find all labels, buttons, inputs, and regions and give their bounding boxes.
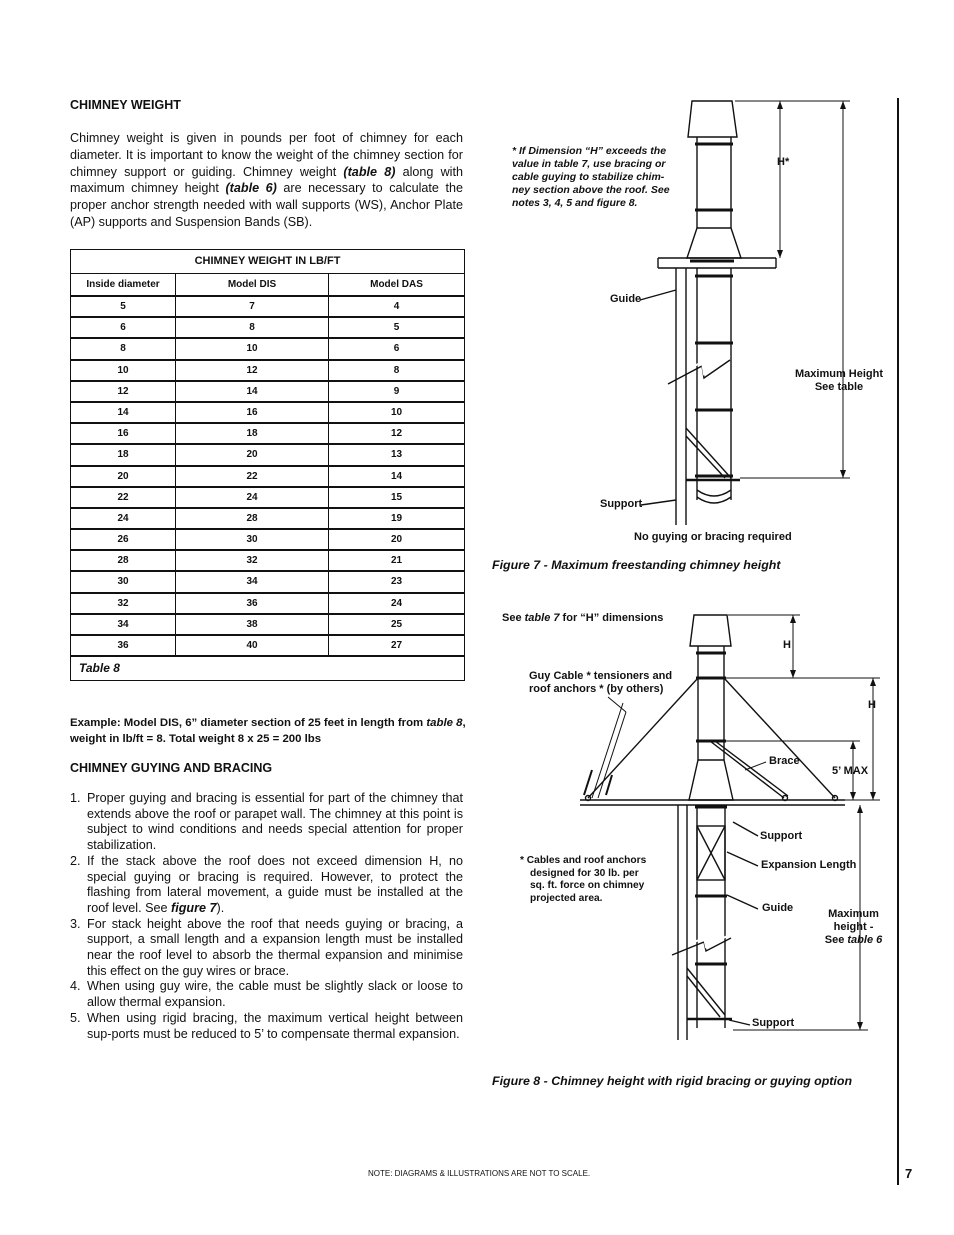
fig8-label-support-top: Support xyxy=(760,830,803,842)
cell-inside-diameter: 20 xyxy=(71,467,176,486)
cable-note-line: sq. ft. force on chimney xyxy=(530,880,645,891)
step-text: Proper guying and bracing is essential for part of the chimney that extends above the roof or parapet wall. The chimney at this point is subject to wind conditions and needs special attention for proper stabilization. xyxy=(87,791,463,853)
cell-model-das: 14 xyxy=(390,470,403,482)
footer-note: NOTE: DIAGRAMS & ILLUSTRATIONS ARE NOT TO SCALE. xyxy=(368,1169,591,1178)
guy-cable-line: Guy Cable * tensioners and xyxy=(529,670,673,682)
cell-model-das: 21 xyxy=(390,555,403,567)
intro-text-a: Chimney weight is given in pounds per foot of chimney for each diameter. It is important to know the weight of the chimney section for chimney support or guiding. Chimney weight xyxy=(70,131,463,179)
fig8-label-h-right: H xyxy=(868,699,876,711)
cell-model-das: 15 xyxy=(390,491,403,503)
see-text: See xyxy=(824,934,848,946)
cell-inside-diameter: 36 xyxy=(71,636,176,655)
figure-8-caption: Figure 8 - Chimney height with rigid bracing or guying option xyxy=(492,1074,853,1088)
cell-model-das: 27 xyxy=(390,640,403,651)
chimney-weight-heading: CHIMNEY WEIGHT xyxy=(70,98,181,112)
fig7-label-no-guying: No guying or bracing required xyxy=(634,531,792,543)
cell-model-dis: 28 xyxy=(176,509,329,528)
guying-heading: CHIMNEY GUYING AND BRACING xyxy=(70,761,273,775)
figure-8-arrowheads xyxy=(790,615,876,1030)
cell-inside-diameter: 30 xyxy=(71,572,176,591)
cell-model-dis: 16 xyxy=(176,403,329,422)
cable-note-line: * Cables and roof anchors xyxy=(520,855,647,866)
fig7-label-max-height xyxy=(795,368,883,394)
cell-inside-diameter: 8 xyxy=(71,339,176,358)
cell-model-dis: 12 xyxy=(176,361,329,380)
cell-model-das: 25 xyxy=(390,618,403,630)
fig8-see-table-7 xyxy=(502,612,663,624)
cell-model-das: 12 xyxy=(390,428,403,440)
cell-inside-diameter: 34 xyxy=(71,615,176,634)
cell-inside-diameter: 14 xyxy=(71,403,176,422)
step-text-tail: ). xyxy=(216,900,225,915)
fig8-label-guide: Guide xyxy=(762,902,794,914)
step-number: 5. xyxy=(70,1010,81,1025)
note-line: value in table 7, use bracing or xyxy=(512,158,666,170)
cell-model-dis: 32 xyxy=(176,551,329,570)
cell-model-dis: 8 xyxy=(176,318,329,337)
fig8-label-brace: Brace xyxy=(769,755,800,767)
fig8-label-5-max: 5’ MAX xyxy=(832,765,869,777)
cell-model-dis: 34 xyxy=(176,572,329,591)
step-text: When using guy wire, the cable must be slightly slack or loose to allow thermal expansion. xyxy=(87,979,463,1010)
intro-text-b: along with maximum chimney height xyxy=(70,164,463,196)
cell-inside-diameter: 10 xyxy=(71,361,176,380)
figure-7-reference: figure 7 xyxy=(171,900,217,915)
table-caption: CHIMNEY WEIGHT IN LB/FT xyxy=(71,250,464,274)
cell-model-dis: 14 xyxy=(176,382,329,401)
cell-inside-diameter: 5 xyxy=(71,297,176,316)
example-line-2: weight in lb/ft = 8. Total weight 8 x 25 = 200 lbs xyxy=(70,733,322,745)
cell-model-dis: 7 xyxy=(176,297,329,316)
cell-model-das: 13 xyxy=(390,449,403,461)
step-number: 2. xyxy=(70,853,81,868)
fig7-label-support: Support xyxy=(600,498,643,510)
step-text: If the stack above the roof does not exceed dimension H, no special guying or bracing is required. However, to protect the flashing from lateral movement, a guide must be installed at the roof level. See xyxy=(87,853,463,915)
cell-inside-diameter: 28 xyxy=(71,551,176,570)
cell-model-das: 8 xyxy=(393,364,400,376)
cell-inside-diameter: 18 xyxy=(71,445,176,464)
guy-cable-line: roof anchors * (by others) xyxy=(529,683,664,695)
max-height-line: Maximum Height xyxy=(795,368,884,380)
cell-model-dis: 40 xyxy=(176,636,329,655)
step-number: 3. xyxy=(70,916,81,931)
cell-model-dis: 38 xyxy=(176,615,329,634)
fig8-label-support-bottom: Support xyxy=(752,1017,795,1029)
cell-model-dis: 18 xyxy=(176,424,329,443)
see-text: See xyxy=(502,612,525,624)
cell-model-das: 4 xyxy=(393,301,400,312)
step-text: When using rigid bracing, the maximum vertical height between sup-ports must be reduced to 5’ to compensate thermal expansion. xyxy=(87,1010,463,1041)
header-inside-diameter: Inside diameter xyxy=(71,274,176,295)
note-line: ney section above the roof. See xyxy=(512,184,670,196)
cable-note-line: projected area. xyxy=(530,892,603,904)
note-line: cable guying to stabilize chim- xyxy=(512,171,665,183)
example-line-1b: , xyxy=(462,717,466,729)
figure-7-caption: Figure 7 - Maximum freestanding chimney height xyxy=(492,558,781,572)
cell-model-dis: 36 xyxy=(176,594,329,613)
table-8-reference: (table 8) xyxy=(343,164,396,179)
table-label: Table 8 xyxy=(79,661,120,676)
cell-model-das: 23 xyxy=(390,576,403,588)
fig8-label-h-top: H xyxy=(783,639,791,651)
intro-text-c: are necessary to calculate the proper anchor strength needed with wall supports (WS), Anchor Plate (AP) supports and Suspension Bands (SB). xyxy=(70,181,463,229)
step-number: 1. xyxy=(70,791,81,805)
table-6-reference: table 6 xyxy=(847,934,883,946)
header-model-das: Model DAS xyxy=(370,279,423,290)
table-7-reference: table 7 xyxy=(524,612,560,624)
header-model-dis: Model DIS xyxy=(176,274,329,295)
fig8-label-max-height xyxy=(820,908,887,947)
cell-model-das: 5 xyxy=(393,322,400,334)
fig7-label-h: H* xyxy=(777,156,790,168)
cell-model-das: 9 xyxy=(393,385,400,397)
step-number: 4. xyxy=(70,979,81,994)
fig8-cable-note xyxy=(520,855,646,905)
fig7-label-guide: Guide xyxy=(610,293,642,305)
cell-model-das: 19 xyxy=(390,512,403,524)
table-6-reference: (table 6) xyxy=(225,181,277,196)
cell-model-dis: 24 xyxy=(176,488,329,507)
cell-model-dis: 10 xyxy=(176,339,329,358)
cell-model-das: 24 xyxy=(390,597,403,609)
cell-inside-diameter: 16 xyxy=(71,424,176,443)
right-margin-rule xyxy=(897,98,899,1185)
max-height-line xyxy=(820,934,887,947)
cable-note-line: designed for 30 lb. per xyxy=(530,867,639,879)
example-line-1a: Example: Model DIS, 6” diameter section of 25 feet in length from xyxy=(70,717,427,729)
max-height-line: Maximum xyxy=(828,908,879,920)
page-number: 7 xyxy=(905,1166,913,1181)
cell-model-dis: 22 xyxy=(176,467,329,486)
example-table-reference: table 8 xyxy=(426,717,463,729)
cell-inside-diameter: 32 xyxy=(71,594,176,613)
figure-7-chimney xyxy=(640,101,850,525)
cell-inside-diameter: 6 xyxy=(71,318,176,337)
cell-inside-diameter: 22 xyxy=(71,488,176,507)
note-line: * If Dimension “H” exceeds the xyxy=(512,145,667,157)
fig8-label-expansion-length: Expansion Length xyxy=(761,859,857,871)
cell-model-das: 10 xyxy=(390,406,403,418)
note-line: notes 3, 4, 5 and figure 8. xyxy=(512,197,638,209)
step-text: For stack height above the roof that needs guying or bracing, a support, a small length and a expansion length must be installed near the roof level to absorb the thermal expansion and minimise this effect on the guy wires or brace. xyxy=(87,916,463,978)
cell-model-dis: 20 xyxy=(176,445,329,464)
cell-model-das: 20 xyxy=(390,534,403,546)
see-text-tail: for “H” dimensions xyxy=(559,612,664,624)
cell-inside-diameter: 24 xyxy=(71,509,176,528)
max-height-line: height - xyxy=(833,921,874,933)
cell-inside-diameter: 12 xyxy=(71,382,176,401)
cell-model-das: 6 xyxy=(393,343,400,355)
figure-7-note xyxy=(512,145,670,210)
see-table-line: See table xyxy=(814,381,864,393)
fig8-label-guy-cable xyxy=(529,670,672,696)
cell-model-dis: 30 xyxy=(176,530,329,549)
cell-inside-diameter: 26 xyxy=(71,530,176,549)
